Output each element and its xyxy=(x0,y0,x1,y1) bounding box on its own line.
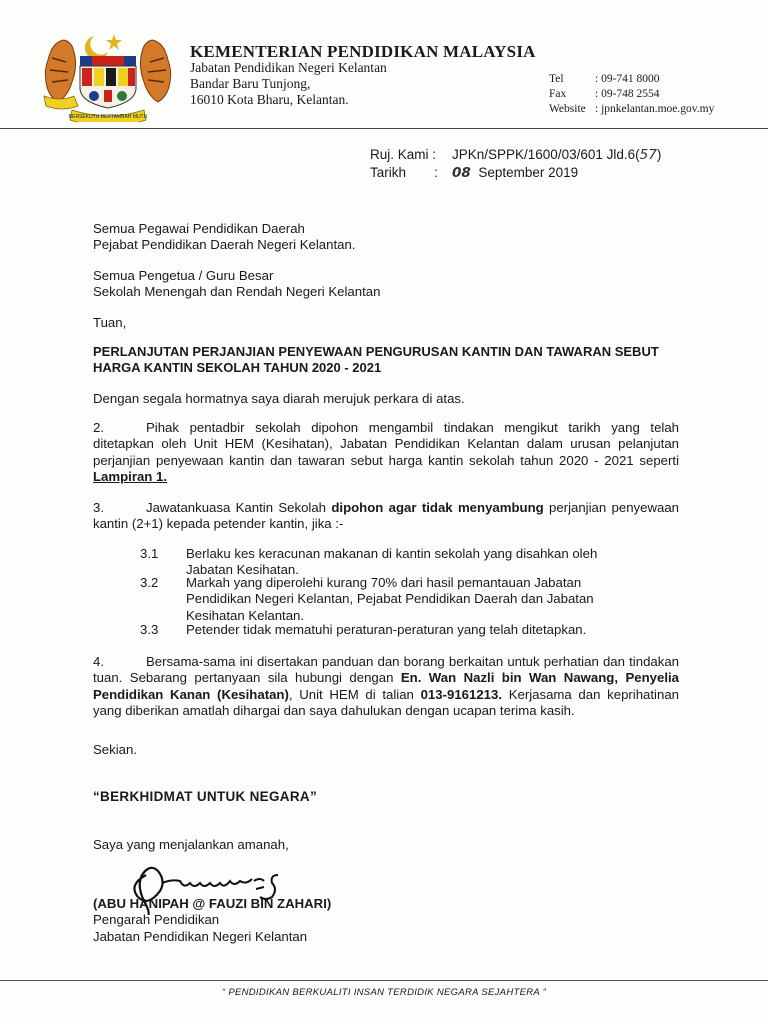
date-separator: : xyxy=(434,165,438,180)
list-item xyxy=(140,546,646,579)
paragraph-emphasis: dipohon agar tidak menyambung xyxy=(331,500,544,515)
signatory-block xyxy=(93,896,331,945)
salutation: Tuan, xyxy=(93,315,127,330)
fax-value: : 09-748 2554 xyxy=(595,88,660,100)
paragraph-text: Pihak pentadbir sekolah dipohon mengambil tindakan mengikut tarikh yang telah ditetapkan oleh Unit HEM (Kesihatan), Jabatan Pendidikan Kelantan dalam urusan pelanjutan perjanjian penyewaan kantin dan tawaran sebut harga kantin sekolah tahun 2020 - 2021 seperti xyxy=(93,420,679,468)
closing: Sekian. xyxy=(93,742,137,757)
tel-label: Tel xyxy=(549,73,564,85)
coat-of-arms-icon xyxy=(42,30,174,122)
footer-divider xyxy=(0,980,768,981)
website-label: Website xyxy=(549,103,586,115)
signatory-name: (ABU HANIPAH @ FAUZI BIN ZAHARI) xyxy=(93,896,332,911)
item-text: Berlaku kes keracunan makanan di kantin sekolah yang disahkan oleh Jabatan Kesihatan. xyxy=(186,546,598,578)
recipient-line: Semua Pegawai Pendidikan Daerah xyxy=(93,221,305,236)
date-rest: September 2019 xyxy=(478,165,579,180)
paragraph-4 xyxy=(93,654,679,720)
intro-paragraph: Dengan segala hormatnya saya diarah merujuk perkara di atas. xyxy=(93,391,465,406)
motto: “BERKHIDMAT UNTUK NEGARA” xyxy=(93,789,317,804)
item-text: Markah yang diperolehi kurang 70% dari hasil pemantauan Jabatan Pendidikan Negeri Kelantan, Pejabat Pendidikan Daerah dan Jabatan Kesihatan Kelantan. xyxy=(186,575,594,623)
signatory-position: Pengarah Pendidikan xyxy=(93,912,220,928)
address-line: Jabatan Pendidikan Negeri Kelantan xyxy=(190,60,387,75)
crest-motto: BERSEKUTU BERTAMBAH MUTU xyxy=(68,114,148,120)
recipient-line: Semua Pengetua / Guru Besar xyxy=(93,268,274,283)
footer-tagline: “ PENDIDIKAN BERKUALITI INSAN TERDIDIK NEGARA SEJAHTERA ” xyxy=(221,987,547,998)
paragraph-number: 3. xyxy=(93,500,104,515)
ref-label: Ruj. Kami : xyxy=(370,147,437,162)
paragraph-text: Jawatankuasa Kantin Sekolah xyxy=(146,500,332,515)
paragraph-2 xyxy=(93,420,679,486)
paragraph-text: , Unit HEM di talian xyxy=(288,686,421,702)
contact-block xyxy=(549,72,714,117)
date-day-handwritten: 08 xyxy=(452,165,471,181)
list-item xyxy=(140,622,646,638)
website-value: : jpnkelantan.moe.gov.my xyxy=(595,103,715,115)
ministry-name: KEMENTERIAN PENDIDIKAN MALAYSIA xyxy=(190,42,536,61)
tel-value: : 09-741 8000 xyxy=(595,73,660,85)
paragraph-number: 2. xyxy=(93,420,104,435)
address-line: Bandar Baru Tunjong, xyxy=(190,76,311,91)
ref-value: JPKn/SPPK/1600/03/601 Jld.6( xyxy=(452,147,640,162)
paragraph-3 xyxy=(93,500,679,533)
recipient-line: Pejabat Pendidikan Daerah Negeri Kelantan. xyxy=(93,237,356,253)
contact-phone: 013-9161213. xyxy=(420,686,502,702)
paragraph-text: perjanjian penyewaan kantin (2+1) kepada petender kantin, jika :- xyxy=(93,500,679,532)
recipient-block xyxy=(93,268,380,301)
recipient-line: Sekolah Menengah dan Rendah Negeri Kelantan xyxy=(93,284,381,300)
ref-handwritten: 57 xyxy=(639,147,657,163)
attachment-reference: Lampiran 1. xyxy=(93,469,168,485)
recipient-block xyxy=(93,221,355,254)
paragraph-number: 4. xyxy=(93,654,104,669)
paragraph-text: Bersama-sama ini disertakan panduan dan borang berkaitan untuk perhatian dan tindakan tuan. Sebarang pertanyaan sila hubungi dengan xyxy=(93,654,679,686)
reference-block xyxy=(370,146,661,182)
ministry-address xyxy=(190,60,387,108)
contact-person: En. Wan Nazli bin Wan Nawang, Penyelia Pendidikan Kanan (Kesihatan) xyxy=(93,670,679,702)
address-line: 16010 Kota Bharu, Kelantan. xyxy=(190,92,349,107)
header-divider xyxy=(0,128,768,129)
amanah-line: Saya yang menjalankan amanah, xyxy=(93,837,289,852)
item-number: 3.1 xyxy=(140,546,159,561)
signatory-department: Jabatan Pendidikan Negeri Kelantan xyxy=(93,928,308,944)
item-number: 3.2 xyxy=(140,575,159,590)
paragraph-text: Kerjasama dan keprihatinan yang diberikan amatlah dihargai dan saya dahulukan dengan ucapan terima kasih. xyxy=(93,686,679,719)
item-number: 3.3 xyxy=(140,622,159,637)
date-label: Tarikh xyxy=(370,165,407,180)
letter-title: PERLANJUTAN PERJANJIAN PENYEWAAN PENGURUSAN KANTIN DAN TAWARAN SEBUT HARGA KANTIN SEKOLAH TAHUN 2020 - 2021 xyxy=(93,344,659,376)
fax-label: Fax xyxy=(549,88,567,100)
list-item xyxy=(140,575,646,624)
item-text: Petender tidak mematuhi peraturan-peraturan yang telah ditetapkan. xyxy=(186,622,587,637)
ref-close: ) xyxy=(656,147,662,162)
